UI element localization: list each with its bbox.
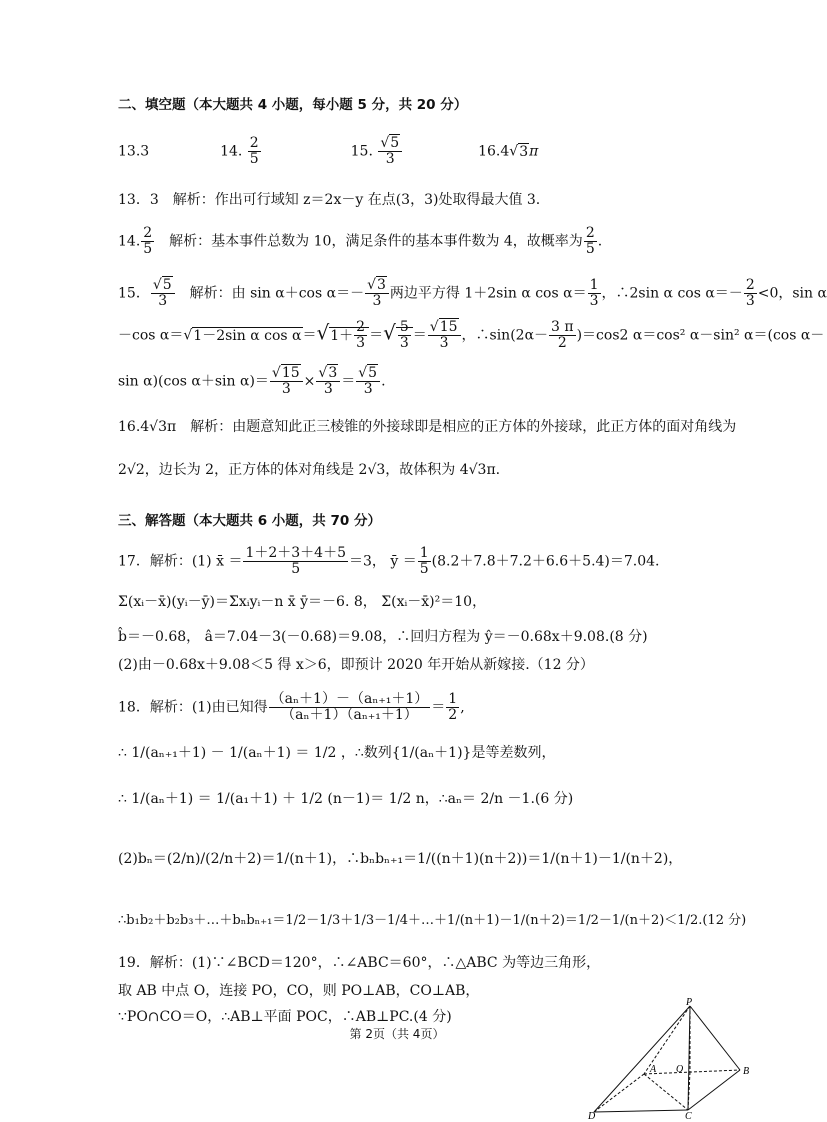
- label-c: C: [685, 1111, 692, 1122]
- problem-18-line2: ∴ 1/(aₙ₊₁＋1) － 1/(aₙ＋1) ＝ 1/2 ，∴数列{1/(aₙ＋1)}是等差数列，: [118, 745, 556, 761]
- problem-17-line4: (2)由－0.68x＋9.08＜5 得 x＞6，即预计 2020 年开始从新嫁接.（12 分）: [118, 657, 594, 673]
- problem-19-line1: 19．解析：(1)∵∠BCD＝120°，∴∠ABC＝60°，∴△ABC 为等边三角形，: [118, 955, 601, 971]
- page-footer: 第 2页（共 4页）: [349, 1027, 445, 1041]
- solution-16-line2: 2√2，边长为 2，正方体的体对角线是 2√3，故体积为 4√3π.: [118, 462, 501, 478]
- label-p: P: [686, 997, 693, 1008]
- problem-18-line3: ∴ 1/(aₙ＋1) ＝ 1/(a₁＋1) ＋ 1/2 (n－1)＝ 1/2 n，∴aₙ＝ 2/n －1.(6 分): [118, 791, 574, 807]
- edge-pd: [594, 1006, 690, 1112]
- solution-13: 13．3 解析：作出可行域知 z＝2x－y 在点(3，3)处取得最大值 3.: [118, 192, 541, 208]
- answer-14-fraction: $\frac{2}{5}$: [249, 135, 259, 167]
- answer-15-fraction: $\frac{√5}{3}$: [378, 136, 402, 167]
- solution-15-line1: 15． $\frac{√5}{3}$ 解析：由 sin α＋cos α＝－ $\frac{√3}{3}$ 两边平方得 1＋2sin α cos α＝ $\frac{1}{3}$ ，∴2sin α cos α＝－ $\frac{2}{3}$ <0，sin α: [118, 277, 827, 309]
- solution-15-line2: －cos α＝√1－2sin α cos α＝√1＋ $\frac{2}{3}$ ＝√ $\frac{5}{3}$ ＝ $\frac{√15}{3}$ ，∴sin(2α－ $\frac{3 \pi}{2}$ )＝cos2 α＝cos² α－sin² α＝(cos α－: [118, 319, 825, 351]
- label-o: O: [676, 1064, 684, 1075]
- solution-15-line3: sin α)(cos α＋sin α)＝ $\frac{√15}{3}$ × $\frac{√3}{3}$ ＝ $\frac{√5}{3}$ .: [118, 365, 386, 397]
- problem-18-line4: (2)bₙ＝(2/n)/(2/n＋2)＝1/(n＋1)，∴bₙbₙ₊₁＝1/((n＋1)(n＋2))＝1/(n＋1)－1/(n＋2)，: [118, 851, 683, 867]
- edge-pb: [690, 1006, 740, 1070]
- label-b: B: [743, 1066, 750, 1077]
- section-2-title: 二、填空题（本大题共 4 小题，每小题 5 分，共 20 分）: [118, 97, 468, 113]
- problem-19-line3: ∵PO∩CO＝O，∴AB⊥平面 POC，∴AB⊥PC.(4 分): [118, 1009, 452, 1025]
- problem-19-line2: 取 AB 中点 O，连接 PO，CO，则 PO⊥AB，CO⊥AB，: [118, 983, 480, 999]
- edge-da: [594, 1074, 644, 1112]
- solution-14: 14. $\frac{2}{5}$ 解析：基本事件总数为 10，满足条件的基本事件数为 4，故概率为 $\frac{2}{5}$ .: [118, 225, 603, 257]
- answer-15-prefix: 15.: [350, 143, 373, 160]
- pyramid-figure: [582, 998, 772, 1120]
- problem-17-line1: 17．解析：(1) x̄ ＝ $\frac{1+2+3+4+5}{5}$ ＝3， ȳ ＝ $\frac{1}{5}$ (8.2＋7.8＋7.2＋6.6＋5.4)＝7.04.: [118, 545, 660, 577]
- answer-14-prefix: 14.: [220, 143, 243, 160]
- edge-dc: [594, 1110, 688, 1112]
- label-a: A: [650, 1064, 657, 1075]
- solution-16-line1: 16.4√3π 解析：由题意知此正三棱锥的外接球即是相应的正方体的外接球，此正方体的面对角线为: [118, 419, 737, 435]
- problem-18-line1: 18．解析：(1)由已知得 $\frac{\text{（aₙ＋1）－（aₙ₊₁＋1）}}{\text{（aₙ＋1）（aₙ₊₁＋1）}}$ ＝ $\frac{1}{2}$ ,: [118, 691, 465, 723]
- answer-13: 13.3: [118, 143, 150, 160]
- edge-ab: [644, 1070, 740, 1074]
- label-d: D: [588, 1111, 596, 1122]
- answer-16-value: √3π: [509, 143, 539, 160]
- edge-cb: [688, 1070, 740, 1110]
- problem-17-line3: b̂＝－0.68， â＝7.04－3(－0.68)＝9.08，∴回归方程为 ŷ＝－0.68x＋9.08.(8 分): [118, 629, 648, 645]
- answers-row: [118, 136, 538, 167]
- problem-17-line2: Σ(xᵢ－x̄)(yᵢ－ȳ)＝Σxᵢyᵢ－n x̄ ȳ＝－6. 8， Σ(xᵢ－x̄)²＝10，: [118, 594, 487, 610]
- problem-18-line5: ∴b₁b₂＋b₂b₃＋…＋bₙbₙ₊₁＝1/2－1/3＋1/3－1/4＋…＋1/(n＋1)－1/(n＋2)＝1/2－1/(n＋2)＜1/2.(12 分): [118, 913, 747, 928]
- answer-16-prefix: 16.4: [478, 143, 510, 160]
- edge-ac: [644, 1074, 688, 1110]
- section-3-title: 三、解答题（本大题共 6 小题，共 70 分）: [118, 513, 381, 529]
